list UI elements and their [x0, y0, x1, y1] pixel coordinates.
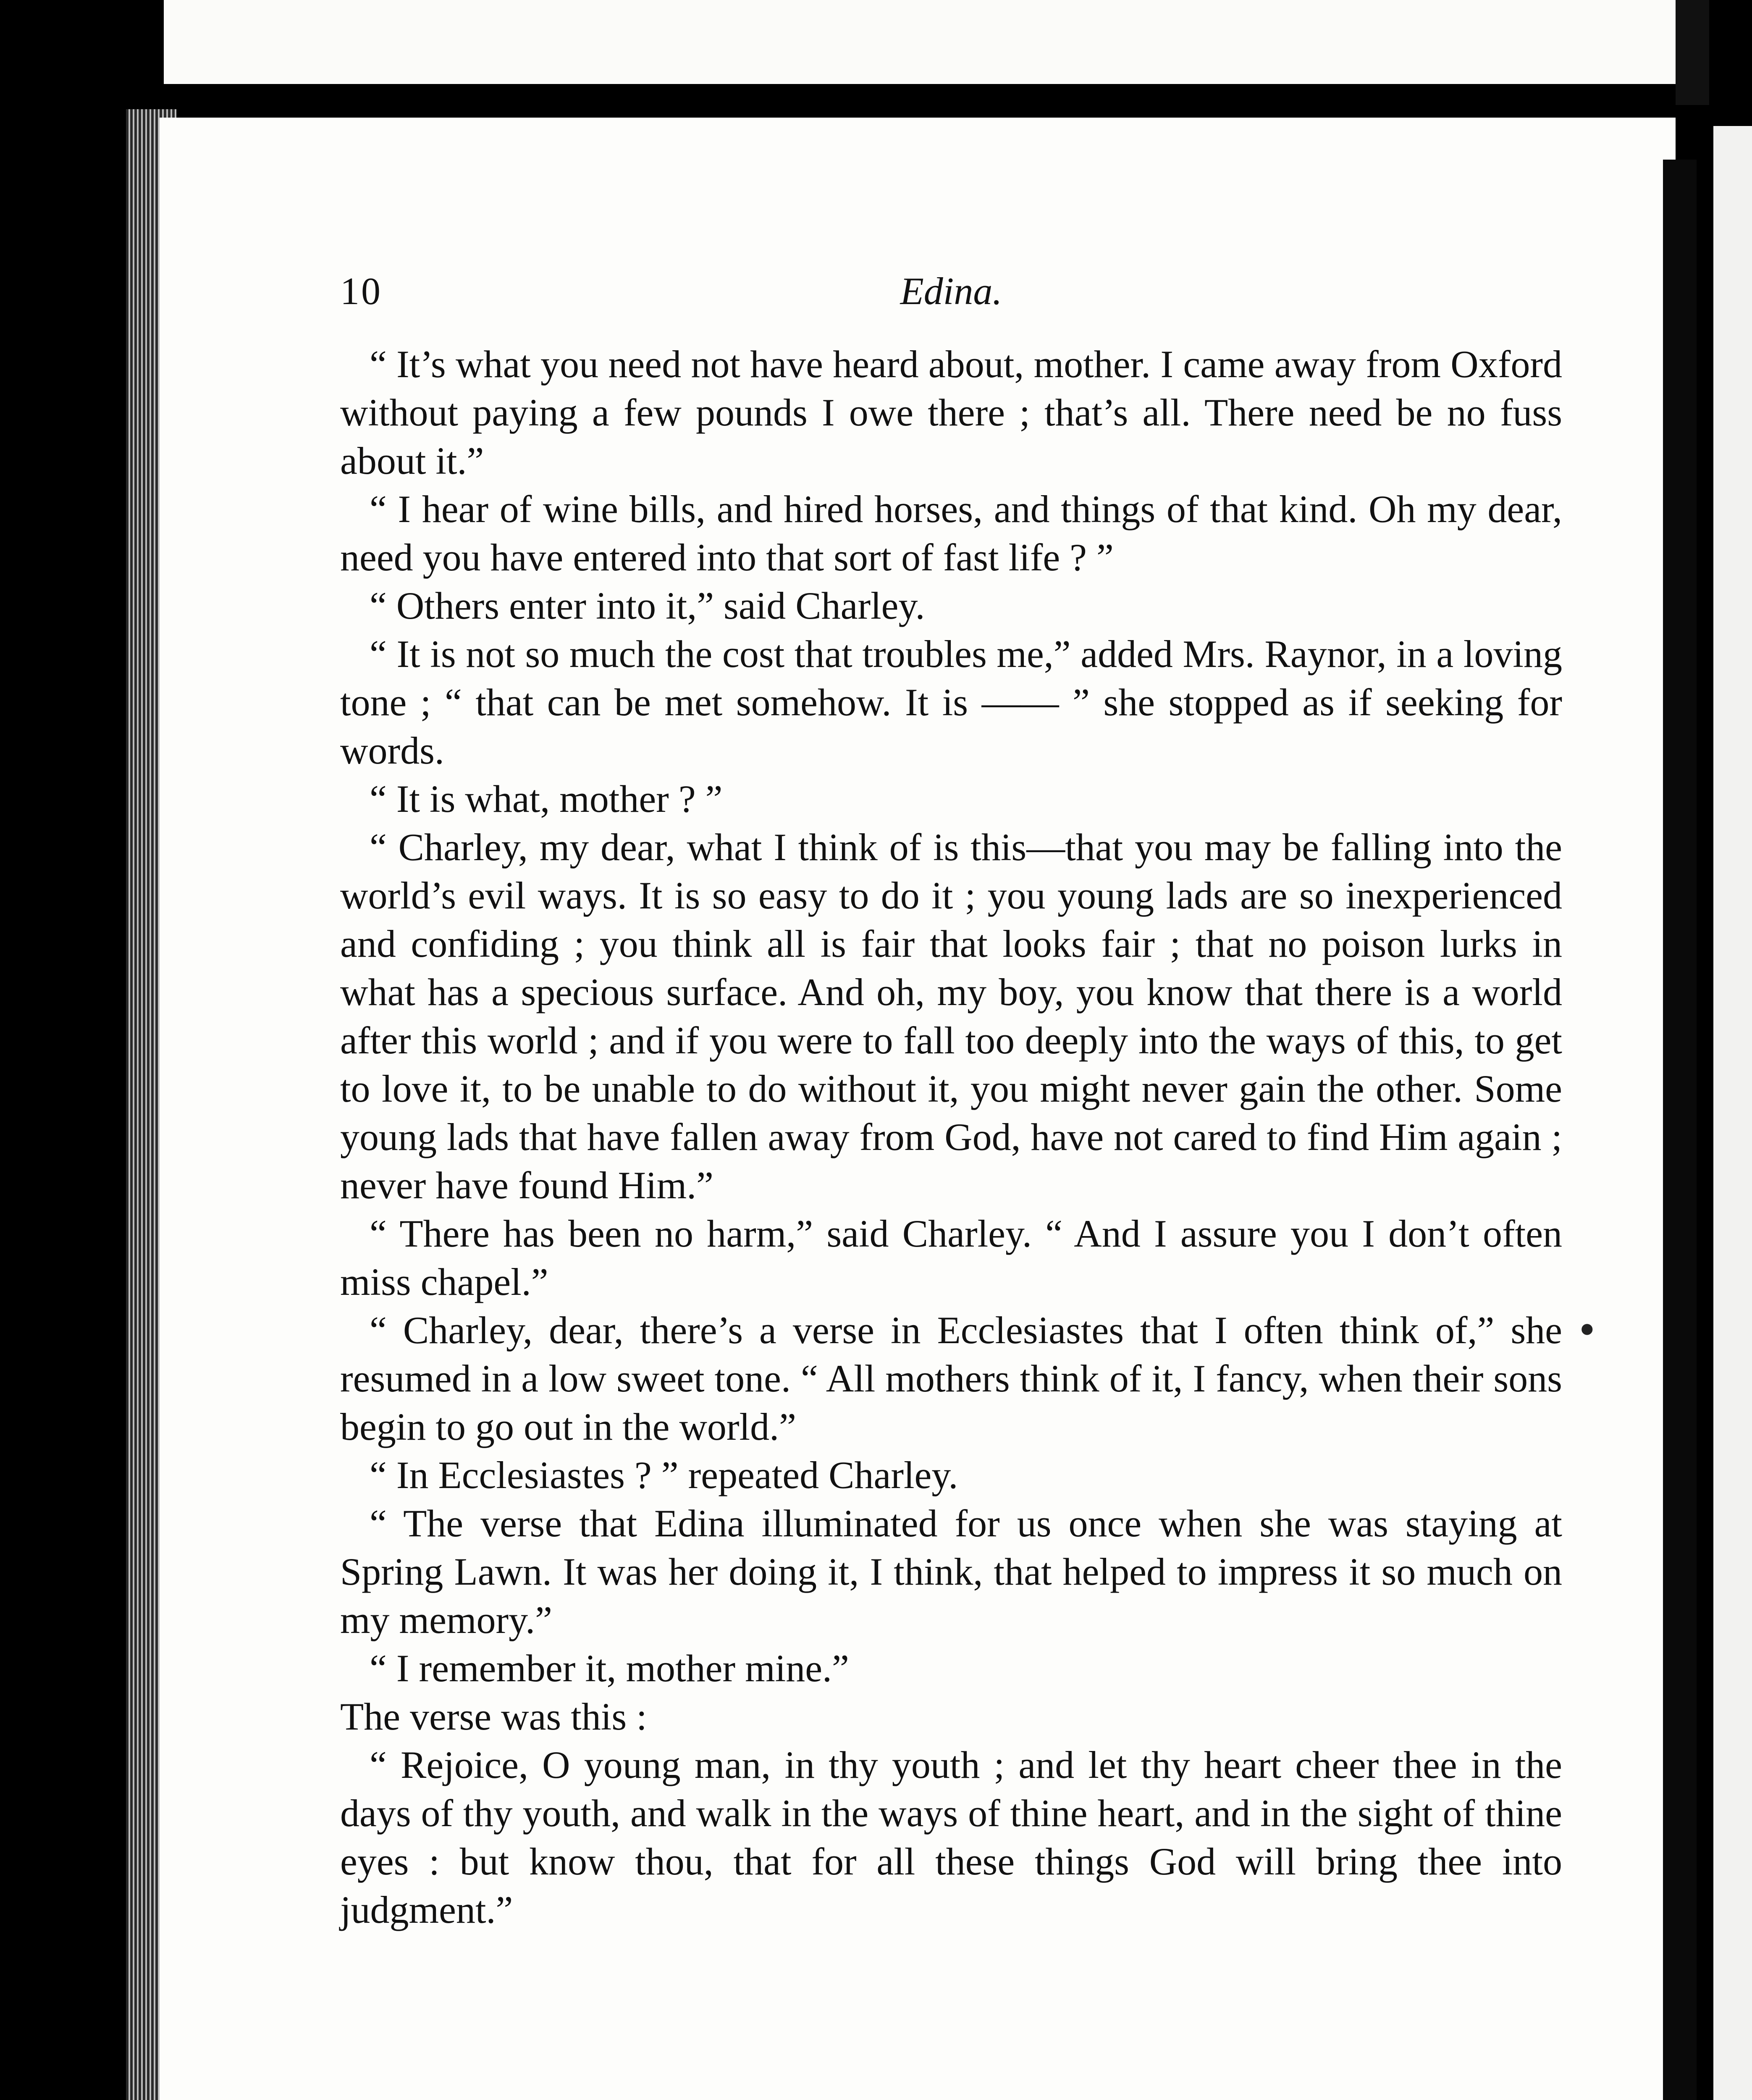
paragraph: “ I remember it, mother mine.” [370, 1647, 849, 1690]
body-text [340, 340, 1562, 1934]
paragraph: “ There has been no harm,” said Charley. “ And I assure you I don’t often miss chapel.” [340, 1212, 1562, 1303]
previous-page-edge [164, 0, 1697, 84]
next-page-edge [1713, 126, 1752, 2100]
paragraph: “ It is what, mother ? ” [370, 777, 723, 820]
scan-left-margin [0, 0, 126, 2100]
gutter-shadow [1663, 160, 1697, 2100]
paragraph: “ Charley, dear, there’s a verse in Ecclesiastes that I often think of,” she resumed in a low sweet tone. “ All mothers think of it, I fancy, when their sons begin to go out in the world.” [340, 1309, 1562, 1448]
paragraph: “ It’s what you need not have heard about, mother. I came away from Oxford without paying a few pounds I owe there ; that’s all. There need be no fuss about it.” [340, 343, 1562, 482]
verse-quote: “ Rejoice, O young man, in thy youth ; and let thy heart cheer thee in the days of thy youth, and walk in the ways of thine heart, and in the sight of thine eyes : but know thou, that for all these things God will bring thee into judgment.” [340, 1743, 1562, 1931]
paragraph: The verse was this : [340, 1695, 647, 1738]
paragraph: “ It is not so much the cost that troubles me,” added Mrs. Raynor, in a loving tone ; “ that can be met somehow. It is —— ” she stopped as if seeking for words. [340, 633, 1562, 772]
paragraph: “ I hear of wine bills, and hired horses, and things of that kind. Oh my dear, need you have entered into that sort of fast life ? ” [340, 488, 1562, 579]
running-title: Edina. [900, 270, 1002, 312]
running-head [340, 269, 1562, 323]
page-number: 10 [340, 270, 382, 312]
scan-shadow [1676, 0, 1709, 105]
paragraph: “ Charley, my dear, what I think of is this—that you may be falling into the world’s evil ways. It is so easy to do it ; you young lads are so inexperienced and confiding ; you think all is fair that looks fair ; that no poison lurks in what has a specious surface. And oh, my boy, you know that there is a world after this world ; and if you were to fall too deeply into the ways of this, to get to love it, to be unable to do without it, you might never gain the other. Some young lads that have fallen away from God, have not cared to find Him again ; never have found Him.” [340, 826, 1562, 1207]
ink-mark: • [1579, 1304, 1595, 1355]
paragraph: “ Others enter into it,” said Charley. [370, 584, 925, 627]
paragraph: “ In Ecclesiastes ? ” repeated Charley. [370, 1454, 958, 1496]
paragraph: “ The verse that Edina illuminated for us once when she was staying at Spring Lawn. It was her doing it, I think, that helped to impress it so much on my memory.” [340, 1502, 1562, 1641]
